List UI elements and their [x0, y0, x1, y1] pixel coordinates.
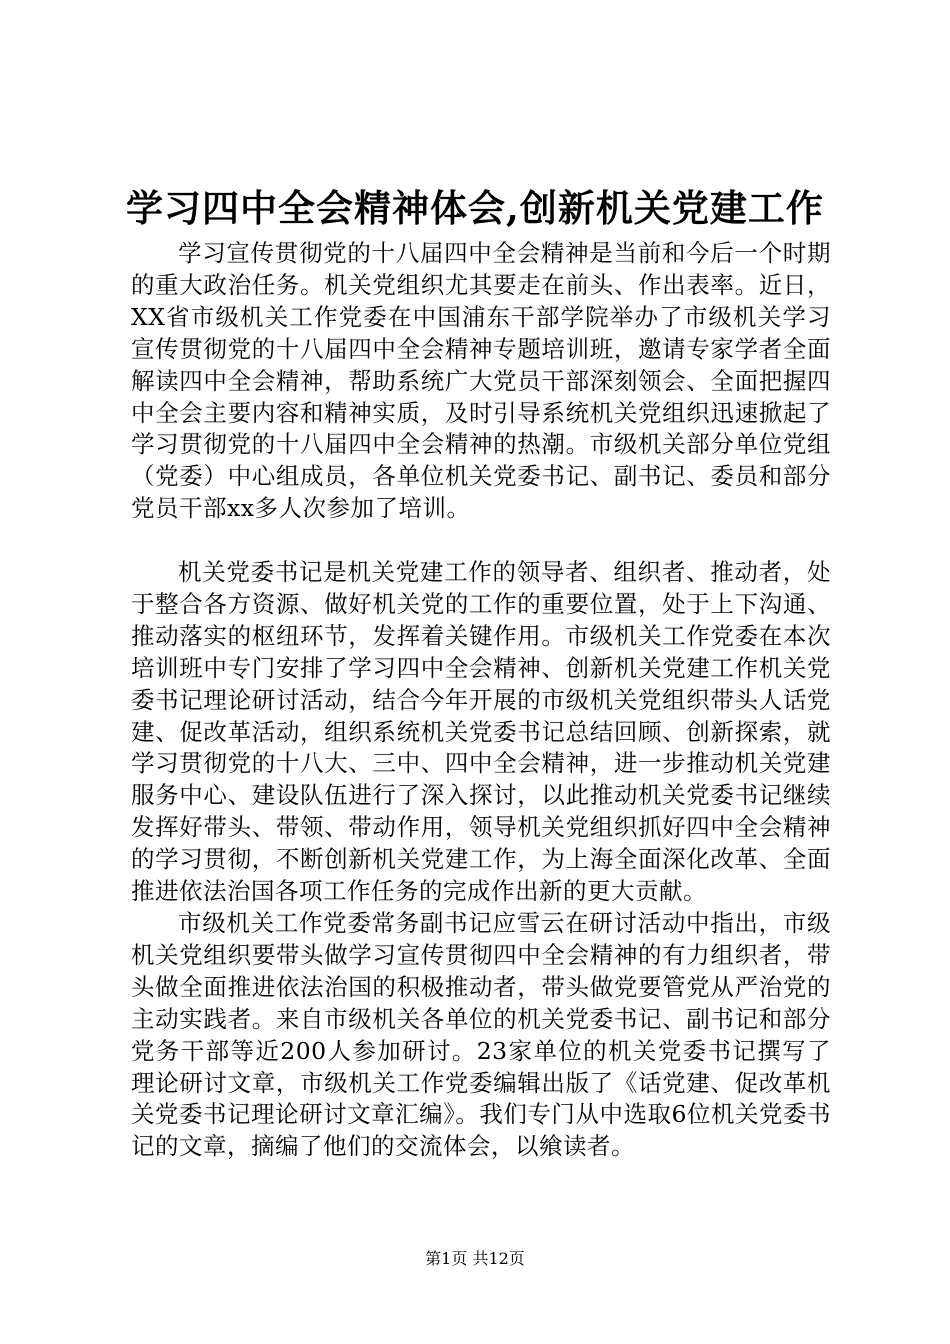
- paragraph-spacer: [131, 525, 831, 557]
- paragraph-3: 市级机关工作党委常务副书记应雪云在研讨活动中指出，市级机关党组织要带头做学习宣传贯彻四中全会精神的有力组织者，带头做全面推进依法治国的积极推动者，带头做党要管党从严治党的主动实践者。来自市级机关各单位的机关党委书记、副书记和部分党务干部等近200人参加研讨。23家单位的机关党委书记撰写了理论研讨文章，市级机关工作党委编辑出版了《话党建、促改革机关党委书记理论研讨文章汇编》。我们专门从中选取6位机关党委书记的文章，摘编了他们的交流体会，以飨读者。: [131, 909, 831, 1161]
- paragraph-1: 学习宣传贯彻党的十八届四中全会精神是当前和今后一个时期的重大政治任务。机关党组织尤其要走在前头、作出表率。近日，XX省市级机关工作党委在中国浦东干部学院举办了市级机关学习宣传贯彻党的十八届四中全会精神专题培训班，邀请专家学者全面解读四中全会精神，帮助系统广大党员干部深刻领会、全面把握四中全会主要内容和精神实质，及时引导系统机关党组织迅速掀起了学习贯彻党的十八届四中全会精神的热潮。市级机关部分单位党组（党委）中心组成员，各单位机关党委书记、副书记、委员和部分党员干部xx多人次参加了培训。: [131, 239, 831, 523]
- paragraph-2: 机关党委书记是机关党建工作的领导者、组织者、推动者，处于整合各方资源、做好机关党的工作的重要位置，处于上下沟通、推动落实的枢纽环节，发挥着关键作用。市级机关工作党委在本次培训班中专门安排了学习四中全会精神、创新机关党建工作机关党委书记理论研讨活动，结合今年开展的市级机关党组织带头人话党建、促改革活动，组织系统机关党委书记总结回顾、创新探索，就学习贯彻党的十八大、三中、四中全会精神，进一步推动机关党建服务中心、建设队伍进行了深入探讨，以此推动机关党委书记继续发挥好带头、带领、带动作用，领导机关党组织抓好四中全会精神的学习贯彻，不断创新机关党建工作，为上海全面深化改革、全面推进依法治国各项工作任务的完成作出新的更大贡献。: [131, 558, 831, 906]
- page-number-footer: 第1页 共12页: [425, 1249, 525, 1268]
- document-body: [131, 238, 831, 1163]
- page-title: 学习四中全会精神体会,创新机关党建工作: [126, 186, 824, 230]
